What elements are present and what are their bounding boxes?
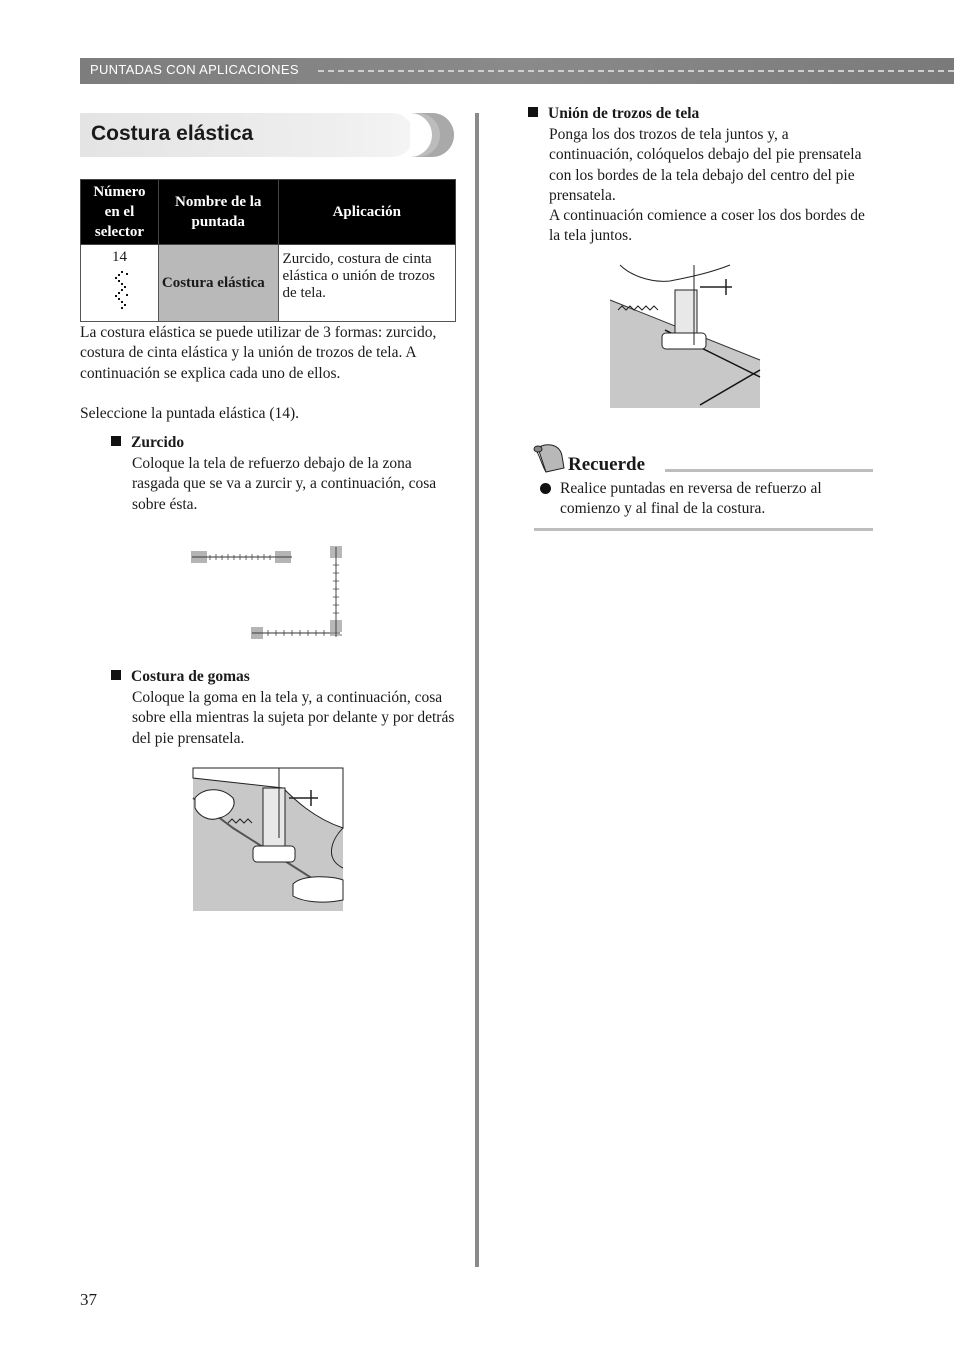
stitch-pattern-icon [112, 269, 132, 311]
zurcido-text: Coloque la tela de refuerzo debajo de la zona rasgada que se va a zurcir y, a continuación, cosa sobre ésta. [132, 455, 437, 513]
column-divider [475, 113, 479, 1267]
header-name: Nombre de la puntada [158, 180, 278, 245]
gomas-text: Coloque la goma en la tela y, a continuación, cosa sobre ella mientras la sujeta por delante y por detrás del pie prensatela. [132, 689, 455, 747]
gomas-heading-row [111, 668, 456, 686]
bell-icon [532, 442, 566, 474]
union-text: Ponga los dos trozos de tela juntos y, a continuación, colóquelos debajo del pie prensatela con los bordes de la tela debajo del centro del pie prensatela. [549, 126, 862, 204]
intro-paragraph: La costura elástica se puede utilizar de 3 formas: zurcido, costura de cinta elástica y la unión de trozos de tela. A continuación se explica cada uno de ellos. [80, 324, 437, 382]
cell-number [81, 245, 159, 322]
darning-illustration [190, 543, 350, 643]
note-title: Recuerde [568, 454, 646, 475]
note-bottom-rule [534, 528, 873, 531]
round-bullet-icon [540, 483, 551, 494]
joining-fabric-illustration [610, 265, 760, 408]
elastic-sewing-illustration [193, 768, 343, 911]
square-bullet-icon [111, 670, 121, 680]
union-heading: Unión de trozos de tela [548, 105, 700, 122]
header-band [80, 58, 954, 84]
table-row [81, 245, 456, 322]
page-title: Costura elástica [91, 122, 254, 145]
header-number: Número en el selector [81, 180, 159, 245]
header-rule [318, 70, 954, 72]
intro-instruction: Seleccione la puntada elástica (14). [80, 405, 300, 422]
note-item: Realice puntadas en reversa de refuerzo al comienzo y al final de la costura. [560, 480, 822, 518]
zurcido-heading-row [111, 434, 456, 452]
table-header-row [81, 180, 456, 245]
page-number: 37 [80, 1290, 97, 1309]
section-header: PUNTADAS CON APLICACIONES [90, 62, 299, 77]
header-application: Aplicación [278, 180, 455, 245]
section-title-box [80, 113, 454, 157]
stitch-table [80, 179, 456, 322]
cell-stitch-name: Costura elástica [158, 245, 278, 322]
cell-application: Zurcido, costura de cinta elástica o unión de trozos de tela. [278, 245, 455, 322]
square-bullet-icon [528, 107, 538, 117]
gomas-heading: Costura de gomas [131, 668, 250, 685]
zurcido-heading: Zurcido [131, 434, 185, 451]
union-text-continue: A continuación comience a coser los dos bordes de la tela juntos. [549, 207, 865, 245]
note-top-rule [665, 469, 873, 472]
stitch-number: 14 [111, 249, 127, 265]
square-bullet-icon [111, 436, 121, 446]
union-heading-row [528, 105, 873, 123]
